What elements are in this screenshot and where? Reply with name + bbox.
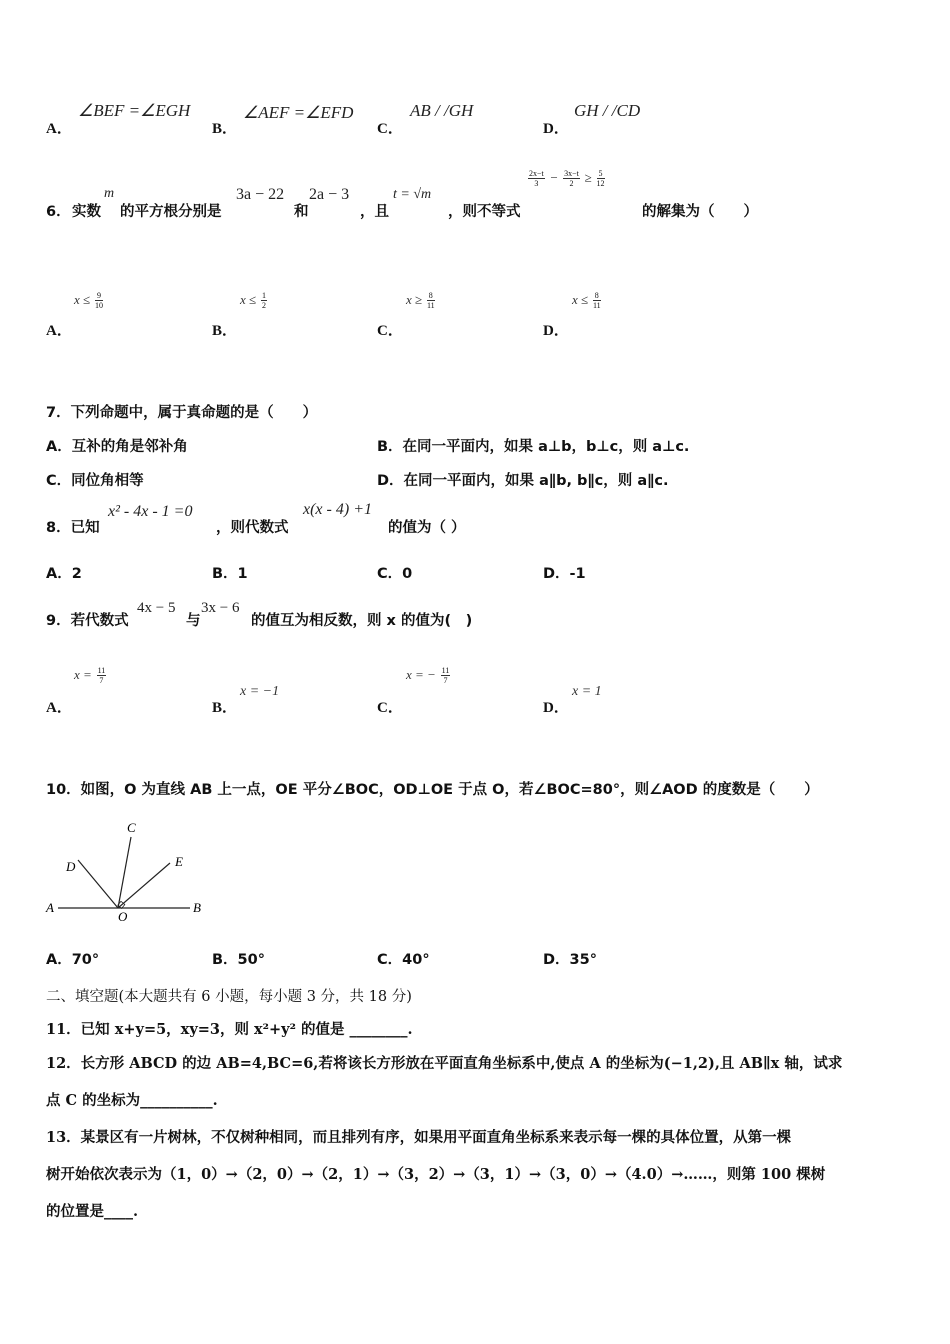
q5-option-b-label: B．: [212, 121, 238, 137]
q9-option-c-num: 11: [441, 665, 450, 675]
q6-option-b-den: 2: [261, 300, 266, 310]
q6-ineq-f3-num: 5: [598, 168, 603, 178]
q6-option-b-label: B．: [212, 323, 238, 339]
q6-option-d-den: 11: [592, 300, 601, 310]
section-2-heading: 二、填空题(本大题共有 6 小题，每小题 3 分，共 18 分): [46, 989, 412, 1005]
q9-number: 9．若代数式: [46, 613, 129, 629]
point-c-label: C: [127, 820, 136, 835]
ray-oc: [118, 837, 131, 908]
q6-option-a-num: 9: [96, 290, 101, 300]
q6-number: 6．: [46, 204, 71, 220]
q13-line-2: 树开始依次表示为（1，0）→（2，0）→（2，1）→（3，2）→（3，1）→（3，0）→（4.0）→……，则第 100 棵树: [46, 1166, 826, 1183]
q9-text-2: 的值互为相反数，则 x 的值为( ): [251, 613, 473, 629]
q12-line-2: 点 C 的坐标为__________.: [46, 1092, 218, 1109]
q6-ineq-f2-den: 2: [569, 178, 574, 188]
q6-option-c-den: 11: [426, 300, 435, 310]
ray-od: [78, 860, 118, 908]
q6-option-a-lhs: x ≤: [74, 292, 91, 307]
q10-option-c: C．40°: [377, 952, 430, 968]
q6-expr-1: 3a − 22: [236, 186, 285, 203]
q9-option-c-label: C．: [377, 700, 403, 716]
q13-line-1: 13．某景区有一片树林，不仅树种相同，而且排列有序，如果用平面直角坐标系来表示每一棵的具体位置，从第一棵: [46, 1129, 792, 1146]
q5-option-d-expr: GH / /CD: [574, 101, 641, 120]
q9-option-a-expr: [74, 665, 106, 685]
q6-text-6: 的解集为（ ）: [642, 204, 758, 220]
q13-line-3: 的位置是____.: [46, 1203, 139, 1220]
q8-number: 8．已知: [46, 520, 100, 536]
q9-text-1: 与: [186, 613, 201, 629]
q6-ineq-f3-den: 12: [596, 178, 605, 188]
q6-option-c-num: 8: [428, 290, 433, 300]
q5-option-a-expr: ∠BEF =∠EGH: [78, 101, 191, 120]
q6-option-a-expr: [74, 290, 103, 310]
point-d-label: D: [66, 859, 76, 874]
q12-line-1: 12．长方形 ABCD 的边 AB=4,BC=6,若将该长方形放在平面直角坐标系中,使点 A 的坐标为(−1,2),且 AB∥x 轴，试求: [46, 1055, 843, 1072]
q6-option-b-expr: [240, 290, 267, 310]
q6-option-c-lhs: x ≥: [406, 292, 423, 307]
q6-text-4: ，且: [360, 204, 389, 220]
q8-option-b: B．1: [212, 566, 248, 582]
q7-option-d: D．在同一平面内，如果 a∥b, b∥c，则 a∥c.: [377, 473, 669, 489]
q10-option-d: D．35°: [543, 952, 597, 968]
q8-text-2: 的值为（ ）: [388, 520, 466, 536]
q6-ineq-f2-num: 3x−t: [564, 168, 579, 178]
q5-option-d-label: D．: [543, 121, 569, 137]
q9-option-a-label: A．: [46, 700, 72, 716]
q9-option-d-label: D．: [543, 700, 569, 716]
q10-option-a: A．70°: [46, 952, 100, 968]
q6-option-b-lhs: x ≤: [240, 292, 257, 307]
q6-text-5: ，则不等式: [448, 204, 521, 220]
q5-option-a-label: A．: [46, 121, 72, 137]
q9-option-c-lhs: x = −: [406, 667, 436, 682]
q6-option-d-num: 8: [594, 290, 599, 300]
q9-option-a-den: 7: [99, 675, 104, 685]
q6-text-3: 和: [294, 204, 309, 220]
q6-option-d-label: D．: [543, 323, 569, 339]
q9-option-a-lhs: x =: [74, 667, 92, 682]
q6-ineq-f1-num: 2x−t: [529, 168, 544, 178]
q6-option-d-expr: [572, 290, 601, 310]
q5-option-c-expr: AB / /GH: [410, 101, 474, 120]
q9-option-b-label: B．: [212, 700, 238, 716]
q7-option-a: A．互补的角是邻补角: [46, 439, 188, 455]
ray-oe: [118, 863, 170, 908]
q8-option-c: C．0: [377, 566, 413, 582]
q9-option-b-expr: x = −1: [240, 684, 280, 699]
q8-expr-2: x(x - 4) +1: [303, 501, 372, 518]
q6-text-2: 的平方根分别是: [120, 204, 222, 220]
q6-option-a-label: A．: [46, 323, 72, 339]
q8-text-1: ，则代数式: [216, 520, 289, 536]
q6-var-m: m: [104, 186, 115, 201]
q6-ineq-f1-den: 3: [534, 178, 539, 188]
q9-expr-1: 4x − 5: [137, 600, 176, 616]
point-o-label: O: [118, 909, 128, 924]
q8-option-a: A．2: [46, 566, 82, 582]
q6-option-d-lhs: x ≤: [572, 292, 589, 307]
q5-option-c-label: C．: [377, 121, 403, 137]
q7-stem: 7．下列命题中，属于真命题的是（ ）: [46, 405, 318, 421]
q5-option-b-expr: ∠AEF =∠EFD: [243, 103, 354, 122]
point-e-label: E: [175, 854, 183, 869]
q7-option-b: B．在同一平面内，如果 a⊥b，b⊥c，则 a⊥c.: [377, 439, 690, 455]
q6-expr-2: 2a − 3: [309, 186, 350, 203]
q9-option-c-expr: [406, 665, 450, 685]
q8-option-d: D．-1: [543, 566, 586, 582]
q9-option-c-den: 7: [443, 675, 448, 685]
q6-option-c-label: C．: [377, 323, 403, 339]
q10-option-b: B．50°: [212, 952, 265, 968]
q9-expr-2: 3x − 6: [201, 600, 240, 616]
q6-option-a-den: 10: [94, 300, 103, 310]
q9-option-a-num: 11: [97, 665, 106, 675]
q9-option-d-expr: x = 1: [572, 684, 602, 699]
q8-expr-1: x² - 4x - 1 =0: [108, 503, 193, 520]
q10-figure: [40, 815, 215, 930]
q6-expr-3: t = √m: [393, 187, 432, 202]
q7-option-c: C．同位角相等: [46, 473, 144, 489]
q6-inequality: [528, 168, 605, 188]
point-a-label: A: [46, 900, 54, 915]
q10-stem: 10．如图，O 为直线 AB 上一点，OE 平分∠BOC，OD⊥OE 于点 O，若∠BOC=80°，则∠AOD 的度数是（ ）: [46, 782, 819, 798]
q6-ineq-ge: ≥: [584, 170, 592, 185]
q6-ineq-minus: −: [549, 170, 559, 185]
question-11: 11．已知 x+y=5，xy=3，则 x²+y² 的值是 ________.: [46, 1021, 413, 1038]
q6-option-c-expr: [406, 290, 435, 310]
q6-text-1: 实数: [72, 204, 101, 220]
q6-option-b-num: 1: [261, 290, 266, 300]
point-b-label: B: [193, 900, 201, 915]
